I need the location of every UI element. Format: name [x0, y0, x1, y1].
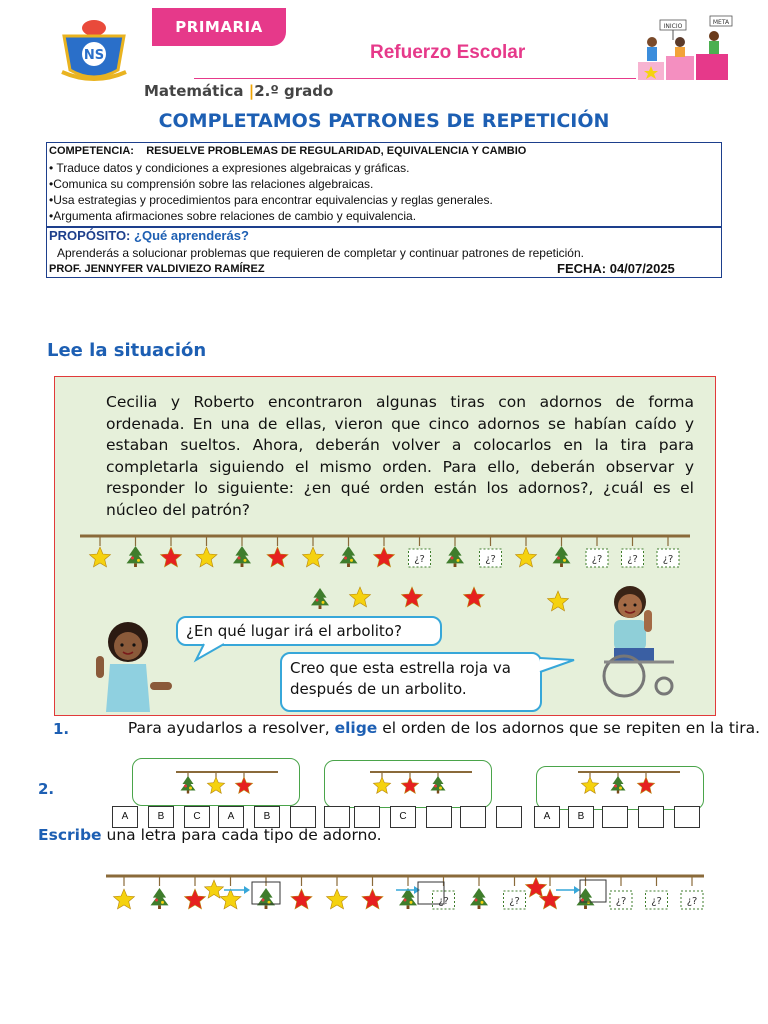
svg-text:¿?: ¿? [686, 896, 698, 907]
competencia-name: RESUELVE PROBLEMAS DE REGULARIDAD, EQUIVALENCIA Y CAMBIO [146, 145, 527, 157]
svg-text:¿?: ¿? [485, 554, 496, 565]
red-star-ornament [235, 777, 252, 793]
letter-box[interactable] [354, 806, 380, 828]
question-number: 2. [38, 780, 55, 798]
svg-text:¿?: ¿? [591, 554, 603, 565]
missing-ornament-slot[interactable] [586, 549, 608, 567]
letter-box[interactable] [324, 806, 350, 828]
tree-ornament [553, 546, 571, 567]
ornament-strip-bottom [100, 866, 710, 926]
letter-box[interactable]: B [568, 806, 594, 828]
tree-ornament [233, 546, 251, 567]
subject: Matemática [144, 82, 244, 100]
red-star-ornament [291, 889, 312, 909]
instruction [38, 826, 382, 844]
proposito-header [49, 228, 249, 243]
red-star-ornament [161, 547, 182, 567]
subject-line [144, 82, 333, 100]
competencia-header [49, 145, 526, 157]
loose-red-star [402, 587, 423, 607]
bubble-tail-boy [538, 654, 578, 678]
section-heading: Lee la situación [47, 340, 207, 361]
svg-text:¿?: ¿? [651, 896, 662, 907]
svg-text:¿?: ¿? [662, 554, 674, 565]
tree-ornament [340, 546, 358, 567]
letter-box[interactable] [496, 806, 522, 828]
yellow-star-ornament [196, 547, 217, 567]
option-ornaments [130, 756, 710, 812]
speech-bubble-boy: Creo que esta estrella roja va después de un arbolito. [280, 652, 542, 712]
program-title: Refuerzo Escolar [370, 42, 526, 63]
question1-suffix: el orden de los adornos que se repiten en la tira. [382, 719, 760, 737]
yellow-star-ornament [327, 889, 348, 909]
competencia-label: COMPETENCIA: [49, 145, 134, 157]
svg-text:NS: NS [83, 48, 105, 63]
yellow-star-ornament [516, 547, 537, 567]
yellow-star-ornament [90, 547, 111, 567]
letter-box[interactable] [290, 806, 316, 828]
missing-ornament-slot[interactable] [610, 891, 632, 909]
kids-podium-illustration [632, 14, 732, 82]
red-star-ornament [540, 889, 561, 909]
loose-red-star [464, 587, 485, 607]
svg-text:¿?: ¿? [509, 896, 520, 907]
missing-ornament-slot[interactable] [646, 891, 668, 909]
tree-ornament [611, 776, 626, 794]
question-number: 1. [53, 720, 70, 738]
letter-box[interactable] [674, 806, 700, 828]
competencia-item: • Traduce datos y condiciones a expresiones algebraicas y gráficas. [49, 161, 410, 175]
tree-ornament [431, 776, 446, 794]
situation-paragraph: Cecilia y Roberto encontraron algunas tiras con adornos de forma ordenada. En una de ellas, vieron que cinco adornos se habían caído y estaban sueltos. Ahora, deberán volver a colocarlos en la tira para completarla siguiendo el mismo orden. Para ello, deberán observar y responder lo siguiente: ¿en qué orden están los adornos?, ¿cuál es el núcleo del patrón? [106, 393, 694, 519]
teacher-name: PROF. JENNYFER VALDIVIEZO RAMÍREZ [49, 263, 265, 275]
yellow-star-ornament [220, 889, 241, 909]
subject-separator: | [248, 82, 255, 100]
red-star-ornament [637, 777, 654, 793]
tree-ornament [257, 888, 275, 909]
tree-ornament [446, 546, 464, 567]
girl-illustration [86, 612, 186, 712]
boy-wheelchair-illustration [584, 580, 694, 700]
red-star-ornament [401, 777, 418, 793]
letter-box[interactable] [638, 806, 664, 828]
red-star-ornament [185, 889, 206, 909]
letter-box[interactable]: A [218, 806, 244, 828]
loose-tree-ornament [311, 588, 329, 609]
missing-ornament-slot[interactable] [480, 549, 502, 567]
competencia-item: •Argumenta afirmaciones sobre relaciones de cambio y equivalencia. [49, 209, 417, 223]
header-divider [194, 78, 636, 79]
yellow-star-ornament [373, 777, 390, 793]
letter-box[interactable] [602, 806, 628, 828]
question1-verb: elige [334, 719, 378, 737]
yellow-star-ornament [207, 777, 224, 793]
page-title: COMPLETAMOS PATRONES DE REPETICIÓN [158, 110, 610, 132]
red-star-ornament [362, 889, 383, 909]
red-star-ornament [374, 547, 395, 567]
ornament-strip-main [60, 524, 710, 584]
red-star-ornament [267, 547, 288, 567]
competencia-box [46, 142, 722, 278]
letter-box[interactable]: B [148, 806, 174, 828]
goal-sign: META [712, 19, 730, 26]
date: FECHA: 04/07/2025 [557, 261, 675, 276]
tree-ornament [470, 888, 488, 909]
start-sign: INICIO [663, 23, 683, 30]
loose-yellow-star [350, 587, 371, 607]
tree-ornament [151, 888, 169, 909]
missing-ornament-slot[interactable] [657, 549, 679, 567]
yellow-star-ornament [303, 547, 324, 567]
yellow-star-ornament [581, 777, 598, 793]
grade: 2.º grado [254, 82, 334, 100]
svg-text:¿?: ¿? [438, 896, 449, 907]
proposito-question: ¿Qué aprenderás? [134, 228, 249, 243]
speech-bubble-girl: ¿En qué lugar irá el arbolito? [176, 616, 442, 646]
competencia-item: •Comunica su comprensión sobre las relaciones algebraicas. [49, 177, 374, 191]
svg-text:¿?: ¿? [615, 896, 627, 907]
bubble-tail-girl [194, 642, 234, 662]
missing-ornament-slot[interactable] [409, 549, 431, 567]
level-tag: PRIMARIA [152, 8, 286, 46]
competencia-item: •Usa estrategias y procedimientos para encontrar equivalencias y reglas generales. [49, 193, 493, 207]
proposito-text: Aprenderás a solucionar problemas que requieren de completar y continuar patrones de repetición. [57, 246, 584, 260]
letter-box[interactable] [460, 806, 486, 828]
letter-box[interactable]: B [254, 806, 280, 828]
missing-ornament-slot[interactable] [504, 891, 526, 909]
yellow-star-ornament [114, 889, 135, 909]
letter-box[interactable]: C [390, 806, 416, 828]
letter-box[interactable] [426, 806, 452, 828]
instruction-verb: Escribe [38, 826, 102, 844]
svg-text:¿?: ¿? [414, 554, 425, 565]
letter-box[interactable]: A [534, 806, 560, 828]
question1-text [40, 718, 760, 738]
instruction-text: una letra para cada tipo de adorno. [106, 826, 382, 844]
letter-box[interactable]: C [184, 806, 210, 828]
moving-red-star [526, 877, 547, 897]
missing-ornament-slot[interactable] [622, 549, 644, 567]
school-logo [56, 14, 132, 84]
moving-yellow-star [205, 880, 224, 898]
tree-ornament [181, 776, 196, 794]
tree-ornament [577, 888, 595, 909]
question1-prefix: Para ayudarlos a resolver, [127, 719, 330, 737]
proposito-label: PROPÓSITO: [49, 228, 131, 243]
letter-box[interactable]: A [112, 806, 138, 828]
loose-yellow-star [548, 591, 569, 611]
tree-ornament [127, 546, 145, 567]
svg-text:¿?: ¿? [627, 554, 638, 565]
missing-ornament-slot[interactable] [681, 891, 703, 909]
